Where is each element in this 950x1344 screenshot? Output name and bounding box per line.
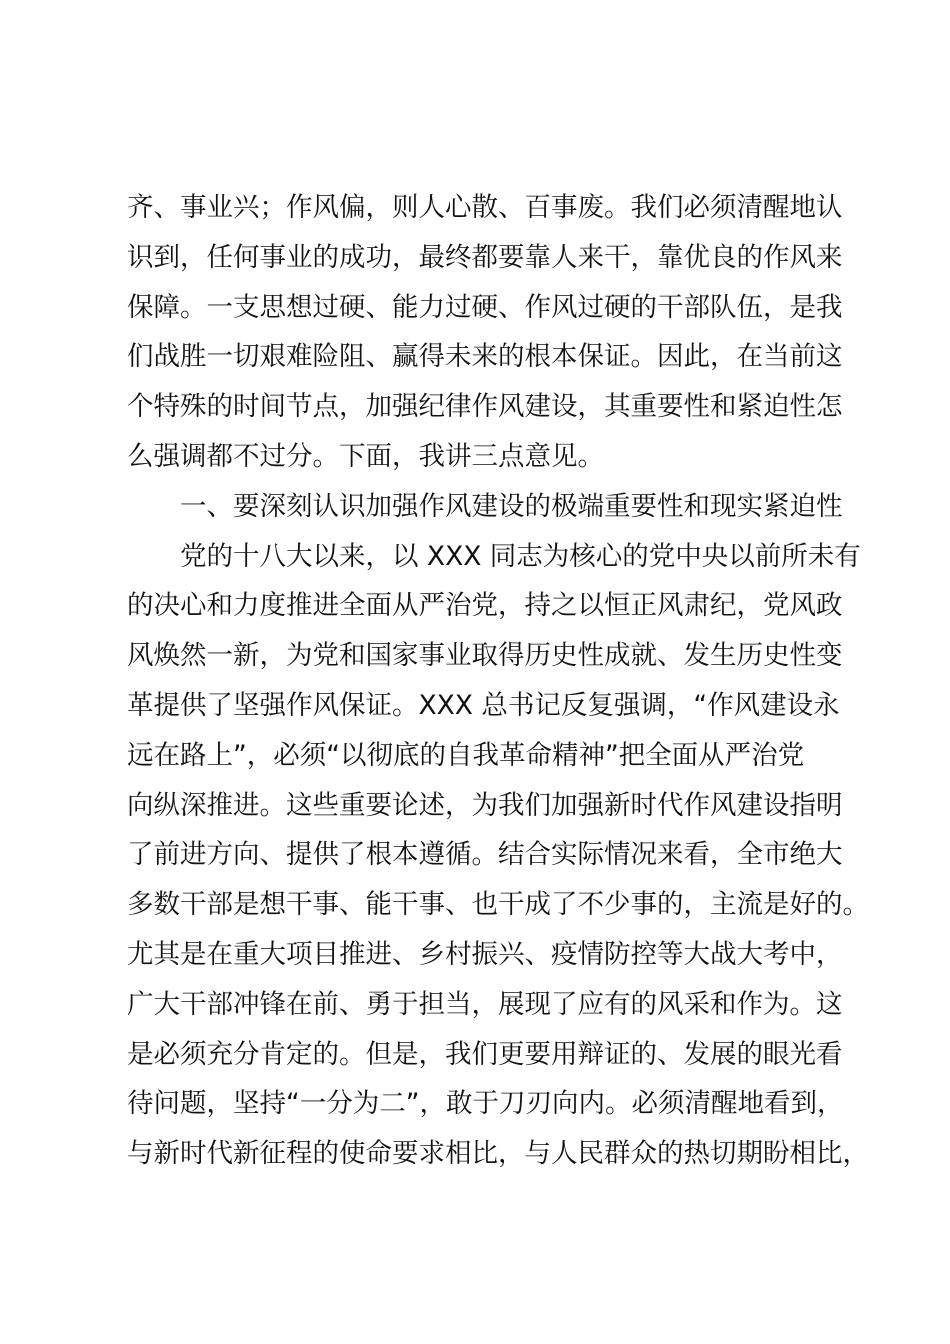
body-text — [127, 183, 869, 1179]
text-line: 与新时代新征程的使命要求相比，与人民群众的热切期盼相比， — [127, 1138, 869, 1170]
text-line: 革提供了坚强作风保证。XXX 总书记反复强调，“作风建设永 — [127, 689, 840, 721]
text-line: 了前进方向、提供了根本遵循。结合实际情况来看，全市绝大 — [127, 839, 843, 871]
text-line: 齐、事业兴；作风偏，则人心散、百事废。我们必须清醒地认 — [127, 192, 843, 223]
text-line: 是必须充分肯定的。但是，我们更要用辩证的、发展的眼光看 — [127, 1038, 843, 1070]
text-line: 党的十八大以来，以 XXX 同志为核心的党中央以前所未有 — [180, 540, 861, 572]
text-line: 个特殊的时间节点，加强纪律作风建设，其重要性和紧迫性怎 — [127, 391, 843, 423]
text-line: 远在路上”，必须“以彻底的自我革命精神”把全面从严治党 — [127, 739, 805, 771]
text-line: 待问题，坚持“一分为二”，敢于刀刃向内。必须清醒地看到， — [127, 1088, 844, 1120]
text-line: 保障。一支思想过硬、能力过硬、作风过硬的干部队伍，是我 — [127, 291, 843, 323]
text-line: 么强调都不过分。下面，我讲三点意见。 — [127, 440, 604, 472]
section-heading: 一、要深刻认识加强作风建设的极端重要性和现实紧迫性 — [180, 490, 843, 522]
text-line: 多数干部是想干事、能干事、也干成了不少事的，主流是好的。 — [127, 889, 869, 921]
text-line: 广大干部冲锋在前、勇于担当，展现了应有的风采和作为。这 — [127, 988, 843, 1020]
text-line: 识到，任何事业的成功，最终都要靠人来干，靠优良的作风来 — [127, 241, 843, 273]
text-line: 向纵深推进。这些重要论述，为我们加强新时代作风建设指明 — [127, 789, 843, 821]
text-line: 的决心和力度推进全面从严治党，持之以恒正风肃纪，党风政 — [127, 590, 843, 622]
text-line: 们战胜一切艰难险阻、赢得未来的根本保证。因此，在当前这 — [127, 341, 843, 373]
text-line: 尤其是在重大项目推进、乡村振兴、疫情防控等大战大考中， — [127, 938, 843, 970]
text-line: 风焕然一新，为党和国家事业取得历史性成就、发生历史性变 — [127, 640, 843, 672]
